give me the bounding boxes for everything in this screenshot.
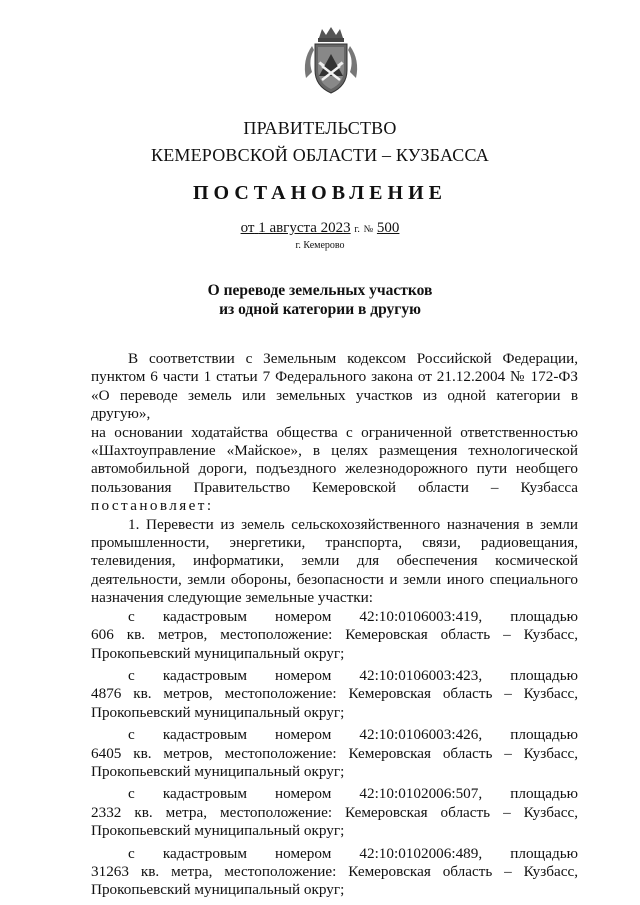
preamble-line: пользования Правительство Кемеровской области – Кузбасса: [91, 478, 578, 496]
preamble-line: В соответствии с Земельным кодексом Российской Федерации,: [128, 350, 578, 367]
parcel-item: [91, 845, 578, 900]
parcel-line: Прокопьевский муниципальный округ;: [91, 762, 345, 780]
preamble-line: на основании ходатайства общества с ограниченной ответственностью: [91, 423, 578, 441]
preamble-line: «Шахтоуправление «Майское», в целях размещения технологической: [91, 442, 578, 460]
kuzbass-coat-of-arms-icon: [300, 26, 362, 96]
item1-line: промышленности, энергетики, транспорта, связи, радиовещания,: [91, 534, 578, 552]
item1-line: телевидения, информатики, земли для обеспечения космической: [91, 552, 578, 570]
document-type: ПОСТАНОВЛЕНИЕ: [193, 182, 447, 204]
date-number-line: [0, 220, 640, 237]
parcel-line: Прокопьевский муниципальный округ;: [91, 881, 345, 899]
parcel-item: [91, 785, 578, 840]
document-title-line1: О переводе земельных участков: [207, 282, 433, 299]
item1-line: 1. Перевести из земель сельскохозяйственного назначения в земли: [128, 515, 578, 533]
document-body: [91, 350, 578, 900]
year-suffix: г.: [354, 224, 360, 235]
preamble-line: автомобильной дороги, подъездного железнодорожного пути необщего: [91, 460, 578, 478]
parcel-line: 2332 кв. метра, местоположение: Кемеровская область – Кузбасс,: [91, 803, 578, 821]
government-name-line1: ПРАВИТЕЛЬСТВО: [243, 118, 397, 138]
government-name-line2: КЕМЕРОВСКОЙ ОБЛАСТИ – КУЗБАССА: [151, 145, 489, 165]
parcel-line: с кадастровым номером 42:10:0106003:419, площадью: [128, 607, 578, 625]
preamble-line: пунктом 6 части 1 статьи 7 Федерального закона от 21.12.2004 № 172-ФЗ: [91, 368, 578, 386]
decree-word: постановляет:: [91, 497, 214, 515]
parcel-item: [91, 726, 578, 781]
date-prefix: от: [240, 220, 255, 236]
city: г. Кемерово: [295, 240, 345, 251]
number-sign: №: [363, 224, 374, 235]
parcel-line: Прокопьевский муниципальный округ;: [91, 822, 345, 840]
parcel-line: с кадастровым номером 42:10:0102006:489, площадью: [128, 844, 578, 862]
parcel-line: Прокопьевский муниципальный округ;: [91, 703, 345, 721]
parcel-line: 6405 кв. метров, местоположение: Кемеровская область – Кузбасс,: [91, 744, 578, 762]
parcel-line: с кадастровым номером 42:10:0106003:423, площадью: [128, 666, 578, 684]
parcel-line: Прокопьевский муниципальный округ;: [91, 644, 345, 662]
parcel-line: с кадастровым номером 42:10:0102006:507, площадью: [128, 785, 578, 803]
item1-line: деятельности, земли обороны, безопасности и земли иного специального: [91, 570, 578, 588]
parcel-item: [91, 667, 578, 722]
parcel-line: 4876 кв. метров, местоположение: Кемеровская область – Кузбасс,: [91, 685, 578, 703]
parcel-line: 31263 кв. метра, местоположение: Кемеровская область – Кузбасс,: [91, 862, 578, 880]
document-number: 500: [376, 220, 400, 236]
parcel-item: [91, 608, 578, 663]
document-title-line2: из одной категории в другую: [219, 301, 421, 318]
preamble-line: «О переводе земель или земельных участков из одной категории в другую»,: [91, 386, 578, 423]
document-date: 1 августа 2023: [258, 220, 351, 236]
parcel-line: 606 кв. метров, местоположение: Кемеровская область – Кузбасс,: [91, 626, 578, 644]
parcel-line: с кадастровым номером 42:10:0106003:426, площадью: [128, 726, 578, 744]
item1-line: назначения следующие земельные участки:: [91, 589, 373, 607]
